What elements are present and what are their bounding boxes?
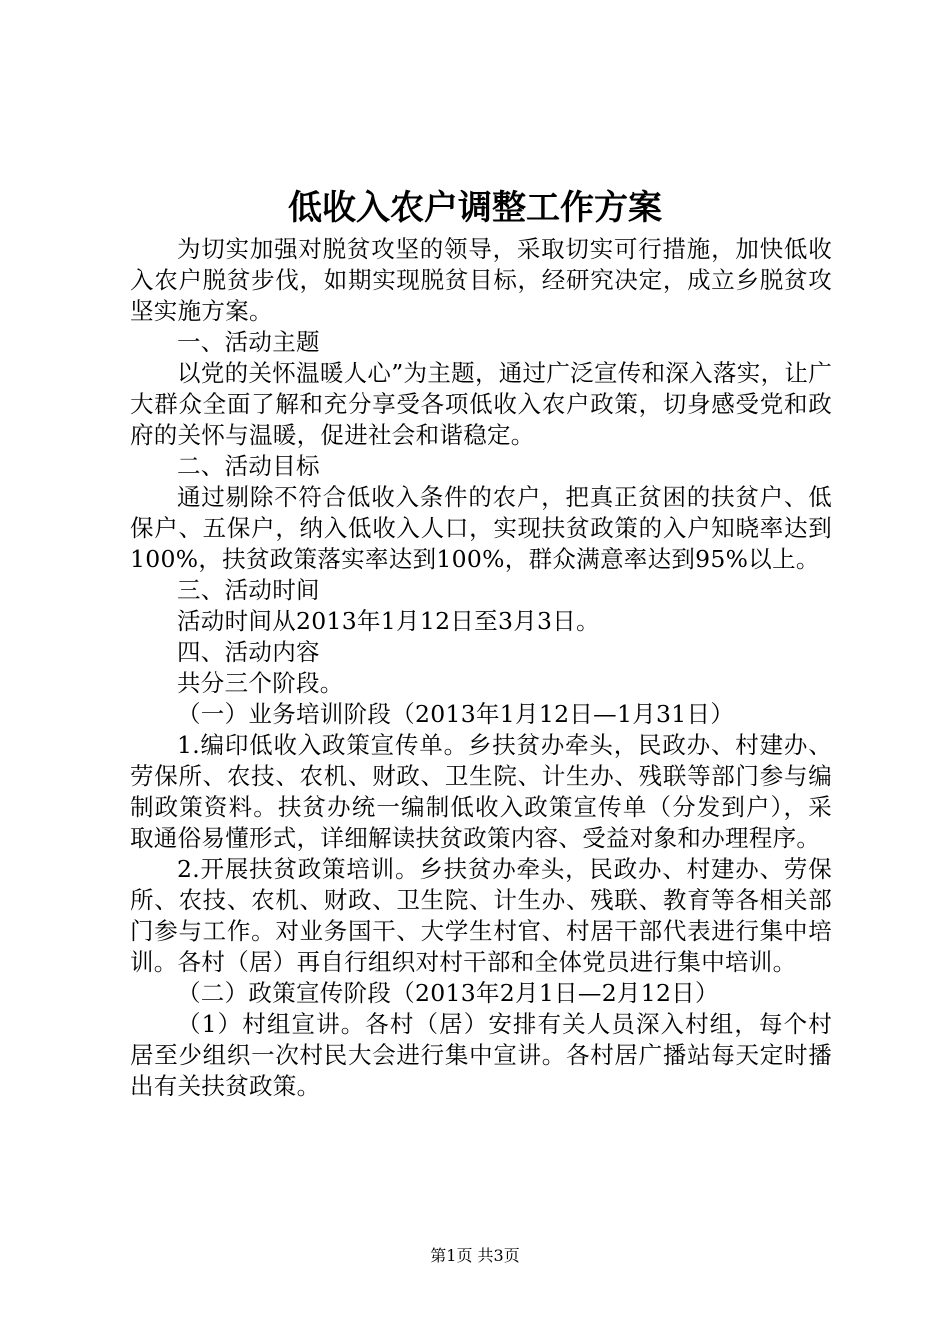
page-footer: 第1页 共3页 [430, 1246, 520, 1265]
time-paragraph: 活动时间从2013年1月12日至3月3日。 [177, 607, 600, 635]
intro-paragraph: 为切实加强对脱贫攻坚的领导，采取切实可行措施，加快低收入农户脱贫步伐，如期实现脱贫目标，经研究决定，成立乡脱贫攻坚实施方案。 [130, 235, 832, 325]
stage-two-item-1: （1）村组宣讲。各村（居）安排有关人员深入村组，每个村居至少组织一次村民大会进行集中宣讲。各村居广播站每天定时播出有关扶贫政策。 [130, 1010, 832, 1100]
stage-one-item-1: 1.编印低收入政策宣传单。乡扶贫办牵头，民政办、村建办、劳保所、农技、农机、财政、卫生院、计生办、残联等部门参与编制政策资料。扶贫办统一编制低收入政策宣传单（分发到户），采取通俗易懂形式，详细解读扶贫政策内容、受益对象和办理程序。 [130, 731, 832, 852]
stage-two-heading: （二）政策宣传阶段（2013年2月1日—2月12日） [177, 979, 719, 1007]
section-heading-goal: 二、活动目标 [177, 452, 320, 480]
section-heading-theme: 一、活动主题 [177, 328, 320, 356]
stage-one-heading: （一）业务培训阶段（2013年1月12日—1月31日） [177, 700, 735, 728]
document-title: 低收入农户调整工作方案 [288, 188, 662, 228]
goal-paragraph: 通过剔除不符合低收入条件的农户，把真正贫困的扶贫户、低保户、五保户，纳入低收入人口，实现扶贫政策的入户知晓率达到100%，扶贫政策落实率达到100%，群众满意率达到95%以上。 [130, 483, 832, 573]
stages-paragraph: 共分三个阶段。 [177, 669, 344, 697]
stage-one-item-2: 2.开展扶贫政策培训。乡扶贫办牵头，民政办、村建办、劳保所、农技、农机、财政、卫生院、计生办、残联、教育等各相关部门参与工作。对业务国干、大学生村官、村居干部代表进行集中培训。各村（居）再自行组织对村干部和全体党员进行集中培训。 [130, 855, 832, 976]
document-body [130, 234, 832, 1102]
theme-paragraph: 以党的关怀温暖人心”为主题，通过广泛宣传和深入落实，让广大群众全面了解和充分享受各项低收入农户政策，切身感受党和政府的关怀与温暖，促进社会和谐稳定。 [130, 359, 832, 449]
section-heading-time: 三、活动时间 [177, 576, 320, 604]
section-heading-content: 四、活动内容 [177, 638, 320, 666]
